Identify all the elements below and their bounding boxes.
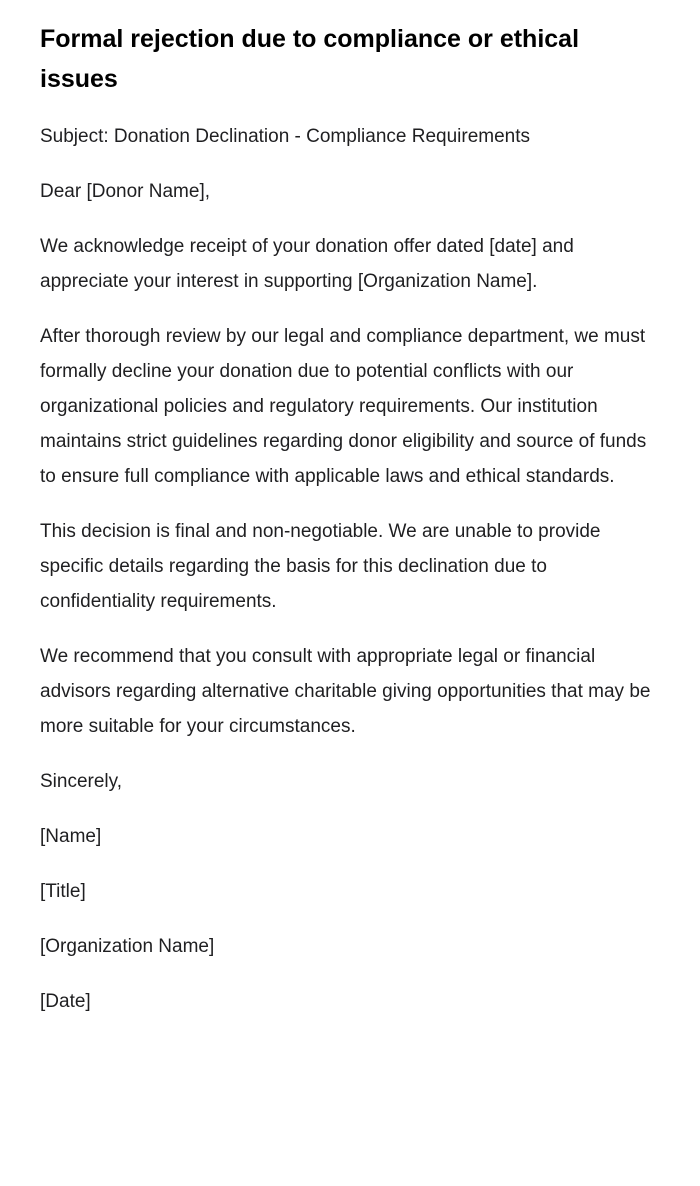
signoff-date: [Date] [40,991,91,1012]
signoff-title: [Title] [40,881,86,902]
paragraph-recommendation: We recommend that you consult with appropriate legal or financial advisors regarding alternative charitable giving opportunities that may be more suitable for your circumstances. [40,646,651,737]
salutation: Dear [Donor Name], [40,181,211,202]
signoff-name: [Name] [40,826,102,847]
paragraph-final-decision: This decision is final and non-negotiable. We are unable to provide specific details regarding the basis for this declination due to confidentiality requirements. [40,521,601,612]
subject-line: Subject: Donation Declination - Compliance Requirements [40,126,531,147]
document-page [0,19,700,1186]
signoff-organization: [Organization Name] [40,936,215,957]
page-title: Formal rejection due to compliance or ethical issues [40,25,580,93]
signoff-sincerely: Sincerely, [40,771,123,792]
paragraph-decline-reason: After thorough review by our legal and compliance department, we must formally decline your donation due to potential conflicts with our organizational policies and regulatory requirements. Our institution maintains strict guidelines regarding donor eligibility and source of funds to ensure full compliance with applicable laws and ethical standards. [40,326,647,487]
paragraph-acknowledgement: We acknowledge receipt of your donation offer dated [date] and appreciate your interest in supporting [Organization Name]. [40,236,574,292]
